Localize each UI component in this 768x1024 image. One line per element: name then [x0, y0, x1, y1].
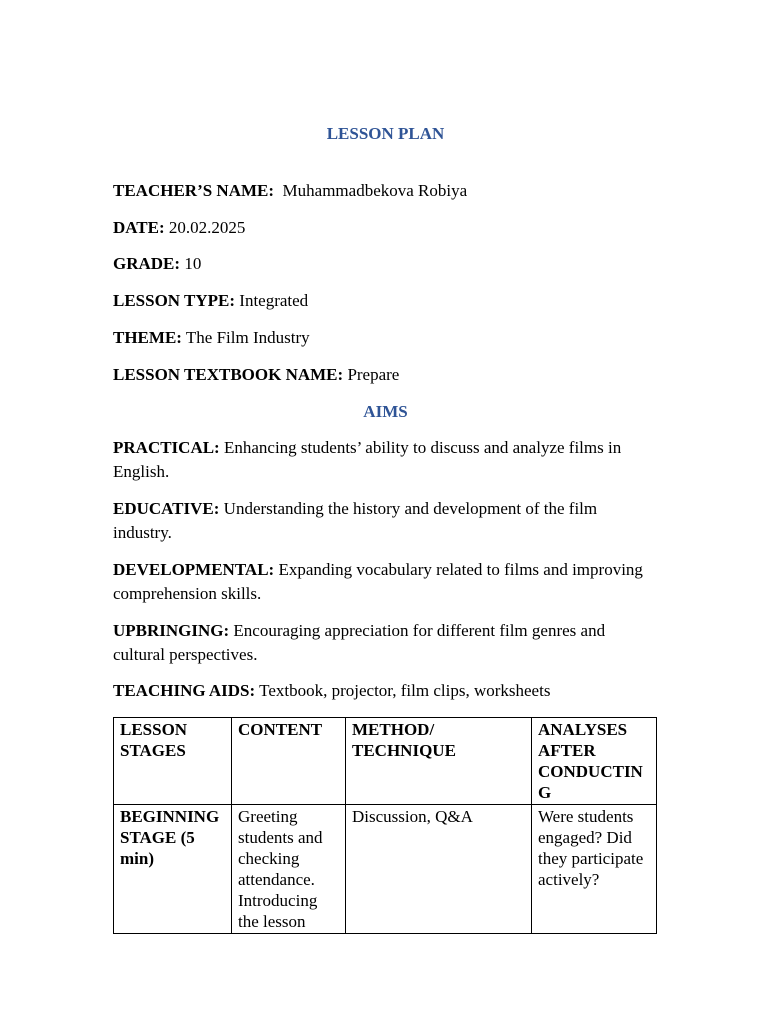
lesson-type-value: Integrated [239, 291, 309, 310]
teacher-name-field [113, 179, 658, 203]
upbringing-value: Encouraging appreciation for different film genres and cultural perspectives. [113, 621, 606, 664]
developmental-label: DEVELOPMENTAL: [113, 560, 275, 579]
textbook-value: Prepare [347, 365, 400, 384]
upbringing-aim [113, 619, 658, 667]
aims-heading: AIMS [363, 402, 408, 421]
table-row [114, 805, 657, 934]
practical-value: Enhancing students’ ability to discuss and analyze films in English. [113, 438, 622, 481]
theme-label: THEME: [113, 328, 182, 347]
teaching-aids-value: Textbook, projector, film clips, worksheets [259, 681, 551, 700]
date-label: DATE: [113, 218, 165, 237]
header-content: CONTENT [232, 718, 346, 805]
lesson-plan-table [113, 717, 657, 934]
developmental-aim [113, 558, 658, 606]
lesson-type-field [113, 289, 658, 313]
grade-value: 10 [184, 254, 202, 273]
theme-value: The Film Industry [185, 328, 310, 347]
theme-field [113, 326, 658, 350]
method-cell: Discussion, Q&A [346, 805, 532, 934]
grade-label: GRADE: [113, 254, 181, 273]
educative-aim [113, 497, 658, 545]
grade-field [113, 252, 658, 276]
analysis-cell: Were students engaged? Did they participate actively? [532, 805, 657, 934]
textbook-label: LESSON TEXTBOOK NAME: [113, 365, 344, 384]
lesson-type-label: LESSON TYPE: [113, 291, 236, 310]
practical-label: PRACTICAL: [113, 438, 220, 457]
practical-aim [113, 436, 658, 484]
teacher-name-value: Muhammadbekova Robiya [282, 181, 468, 200]
stage-cell: BEGINNING STAGE (5 min) [114, 805, 232, 934]
date-value: 20.02.2025 [168, 218, 246, 237]
teacher-name-label: TEACHER’S NAME: [113, 181, 275, 200]
teaching-aids-label: TEACHING AIDS: [113, 681, 256, 700]
date-field [113, 216, 658, 240]
educative-label: EDUCATIVE: [113, 499, 220, 518]
teaching-aids-field [113, 679, 658, 703]
content-cell: Greeting students and checking attendance. Introducing the lesson [232, 805, 346, 934]
header-lesson-stages: LESSON STAGES [114, 718, 232, 805]
upbringing-label: UPBRINGING: [113, 621, 230, 640]
educative-value: Understanding the history and development of the film industry. [113, 499, 598, 542]
developmental-value: Expanding vocabulary related to films and improving comprehension skills. [113, 560, 643, 603]
textbook-field [113, 363, 658, 387]
page-title: LESSON PLAN [326, 124, 445, 143]
header-analyses: ANALYSES AFTER CONDUCTING [532, 718, 657, 805]
table-header-row [114, 718, 657, 805]
header-method-technique: METHOD/ TECHNIQUE [346, 718, 532, 805]
